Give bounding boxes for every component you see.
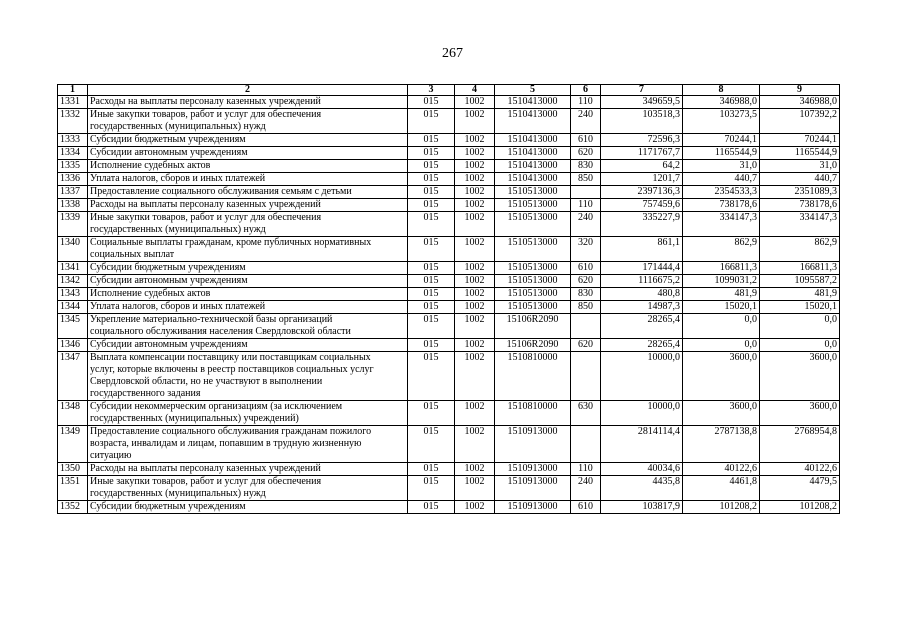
expense-type-cell — [571, 352, 601, 401]
row-number-cell: 1345 — [58, 314, 88, 339]
section-code-cell: 1002 — [455, 262, 495, 275]
amount-year1-cell: 1116675,2 — [601, 275, 683, 288]
amount-year1-cell: 40034,6 — [601, 463, 683, 476]
table-row — [58, 275, 840, 288]
row-name-line: услуг, которые включены в реестр поставщиков социальных услуг — [90, 364, 374, 375]
ministry-code-cell: 015 — [408, 160, 455, 173]
ministry-code-cell: 015 — [408, 288, 455, 301]
target-code-cell: 1510913000 — [495, 501, 571, 514]
amount-year3-cell: 166811,3 — [760, 262, 840, 275]
table-row — [58, 96, 840, 109]
amount-year1-cell: 335227,9 — [601, 212, 683, 237]
row-name-cell — [88, 426, 408, 463]
row-name-cell — [88, 288, 408, 301]
target-code-cell: 15106R2090 — [495, 314, 571, 339]
target-code-cell: 1510413000 — [495, 160, 571, 173]
section-code-cell: 1002 — [455, 426, 495, 463]
amount-year1-cell: 10000,0 — [601, 352, 683, 401]
ministry-code-cell: 015 — [408, 109, 455, 134]
column-header: 2 — [88, 85, 408, 96]
row-number-cell: 1333 — [58, 134, 88, 147]
amount-year3-cell: 3600,0 — [760, 401, 840, 426]
table-row — [58, 147, 840, 160]
table-row — [58, 173, 840, 186]
expense-type-cell: 110 — [571, 199, 601, 212]
section-code-cell: 1002 — [455, 275, 495, 288]
amount-year3-cell: 15020,1 — [760, 301, 840, 314]
budget-table — [57, 84, 840, 514]
ministry-code-cell: 015 — [408, 134, 455, 147]
row-name-cell — [88, 109, 408, 134]
amount-year1-cell: 28265,4 — [601, 339, 683, 352]
expense-type-cell: 830 — [571, 160, 601, 173]
section-code-cell: 1002 — [455, 288, 495, 301]
section-code-cell: 1002 — [455, 463, 495, 476]
expense-type-cell: 320 — [571, 237, 601, 262]
row-name-cell — [88, 160, 408, 173]
row-name-line: Исполнение судебных актов — [90, 160, 211, 171]
row-name-line: Иные закупки товаров, работ и услуг для обеспечения — [90, 109, 322, 120]
amount-year3-cell: 0,0 — [760, 339, 840, 352]
row-name-line: возраста, инвалидам и лицам, попавшим в трудную жизненную — [90, 438, 362, 449]
amount-year3-cell: 101208,2 — [760, 501, 840, 514]
expense-type-cell: 620 — [571, 275, 601, 288]
amount-year3-cell: 0,0 — [760, 314, 840, 339]
target-code-cell: 1510413000 — [495, 96, 571, 109]
target-code-cell: 1510413000 — [495, 147, 571, 160]
table-row — [58, 237, 840, 262]
row-name-cell — [88, 173, 408, 186]
target-code-cell: 1510810000 — [495, 401, 571, 426]
section-code-cell: 1002 — [455, 476, 495, 501]
amount-year2-cell: 70244,1 — [683, 134, 760, 147]
row-name-line: Свердловской области, но не участвуют в выполнении — [90, 376, 323, 387]
row-number-cell: 1340 — [58, 237, 88, 262]
amount-year3-cell: 1165544,9 — [760, 147, 840, 160]
expense-type-cell: 630 — [571, 401, 601, 426]
row-name-line: Исполнение судебных актов — [90, 288, 211, 299]
row-name-line: государственного задания — [90, 388, 201, 399]
row-name-line: государственных (муниципальных) учреждений) — [90, 413, 299, 424]
row-number-cell: 1339 — [58, 212, 88, 237]
amount-year2-cell: 3600,0 — [683, 352, 760, 401]
amount-year1-cell: 64,2 — [601, 160, 683, 173]
amount-year3-cell: 2351089,3 — [760, 186, 840, 199]
ministry-code-cell: 015 — [408, 275, 455, 288]
amount-year2-cell: 0,0 — [683, 339, 760, 352]
column-header: 5 — [495, 85, 571, 96]
expense-type-cell: 110 — [571, 463, 601, 476]
section-code-cell: 1002 — [455, 352, 495, 401]
amount-year2-cell: 1099031,2 — [683, 275, 760, 288]
row-name-cell — [88, 237, 408, 262]
target-code-cell: 1510513000 — [495, 212, 571, 237]
amount-year2-cell: 101208,2 — [683, 501, 760, 514]
amount-year3-cell: 2768954,8 — [760, 426, 840, 463]
row-name-cell — [88, 147, 408, 160]
expense-type-cell — [571, 186, 601, 199]
expense-type-cell: 610 — [571, 262, 601, 275]
target-code-cell: 1510513000 — [495, 301, 571, 314]
row-name-line: Уплата налогов, сборов и иных платежей — [90, 173, 266, 184]
amount-year1-cell: 2814114,4 — [601, 426, 683, 463]
row-name-line: государственных (муниципальных) нужд — [90, 488, 266, 499]
row-name-line: Выплата компенсации поставщику или поставщикам социальных — [90, 352, 371, 363]
target-code-cell: 1510913000 — [495, 426, 571, 463]
table-row — [58, 134, 840, 147]
amount-year1-cell: 10000,0 — [601, 401, 683, 426]
column-header: 6 — [571, 85, 601, 96]
ministry-code-cell: 015 — [408, 476, 455, 501]
target-code-cell: 1510513000 — [495, 262, 571, 275]
ministry-code-cell: 015 — [408, 463, 455, 476]
row-number-cell: 1350 — [58, 463, 88, 476]
ministry-code-cell: 015 — [408, 199, 455, 212]
amount-year2-cell: 31,0 — [683, 160, 760, 173]
row-name-cell — [88, 339, 408, 352]
amount-year3-cell: 107392,2 — [760, 109, 840, 134]
amount-year2-cell: 0,0 — [683, 314, 760, 339]
expense-type-cell: 830 — [571, 288, 601, 301]
expense-type-cell: 110 — [571, 96, 601, 109]
section-code-cell: 1002 — [455, 147, 495, 160]
page-number: 267 — [442, 46, 463, 61]
expense-type-cell: 620 — [571, 147, 601, 160]
column-header: 9 — [760, 85, 840, 96]
section-code-cell: 1002 — [455, 501, 495, 514]
ministry-code-cell: 015 — [408, 301, 455, 314]
row-name-line: Расходы на выплаты персоналу казенных учреждений — [90, 96, 321, 107]
table-row — [58, 262, 840, 275]
row-name-line: Субсидии автономным учреждениям — [90, 275, 248, 286]
row-number-cell: 1342 — [58, 275, 88, 288]
target-code-cell: 1510413000 — [495, 109, 571, 134]
row-name-cell — [88, 314, 408, 339]
row-name-line: Субсидии бюджетным учреждениям — [90, 262, 246, 273]
row-name-line: ситуацию — [90, 450, 132, 461]
section-code-cell: 1002 — [455, 339, 495, 352]
row-number-cell: 1334 — [58, 147, 88, 160]
amount-year1-cell: 349659,5 — [601, 96, 683, 109]
row-name-cell — [88, 352, 408, 401]
amount-year2-cell: 346988,0 — [683, 96, 760, 109]
amount-year2-cell: 334147,3 — [683, 212, 760, 237]
amount-year3-cell: 70244,1 — [760, 134, 840, 147]
ministry-code-cell: 015 — [408, 173, 455, 186]
amount-year3-cell: 738178,6 — [760, 199, 840, 212]
amount-year1-cell: 1171767,7 — [601, 147, 683, 160]
amount-year3-cell: 346988,0 — [760, 96, 840, 109]
row-name-line: государственных (муниципальных) нужд — [90, 224, 266, 235]
table-row — [58, 401, 840, 426]
table-header-row — [58, 85, 840, 96]
row-number-cell: 1347 — [58, 352, 88, 401]
expense-type-cell: 620 — [571, 339, 601, 352]
column-header: 4 — [455, 85, 495, 96]
row-name-cell — [88, 476, 408, 501]
amount-year3-cell: 862,9 — [760, 237, 840, 262]
amount-year3-cell: 31,0 — [760, 160, 840, 173]
expense-type-cell: 850 — [571, 301, 601, 314]
amount-year1-cell: 4435,8 — [601, 476, 683, 501]
amount-year2-cell: 2787138,8 — [683, 426, 760, 463]
amount-year2-cell: 440,7 — [683, 173, 760, 186]
row-name-cell — [88, 212, 408, 237]
amount-year1-cell: 757459,6 — [601, 199, 683, 212]
target-code-cell: 1510513000 — [495, 199, 571, 212]
column-header: 3 — [408, 85, 455, 96]
section-code-cell: 1002 — [455, 173, 495, 186]
row-number-cell: 1343 — [58, 288, 88, 301]
row-name-cell — [88, 262, 408, 275]
amount-year2-cell: 481,9 — [683, 288, 760, 301]
ministry-code-cell: 015 — [408, 401, 455, 426]
target-code-cell: 1510413000 — [495, 173, 571, 186]
row-name-cell — [88, 186, 408, 199]
amount-year2-cell: 738178,6 — [683, 199, 760, 212]
row-name-line: Иные закупки товаров, работ и услуг для обеспечения — [90, 476, 322, 487]
section-code-cell: 1002 — [455, 212, 495, 237]
amount-year1-cell: 14987,3 — [601, 301, 683, 314]
row-name-line: Расходы на выплаты персоналу казенных учреждений — [90, 199, 321, 210]
ministry-code-cell: 015 — [408, 352, 455, 401]
row-name-cell — [88, 134, 408, 147]
row-number-cell: 1332 — [58, 109, 88, 134]
row-number-cell: 1338 — [58, 199, 88, 212]
table-row — [58, 109, 840, 134]
section-code-cell: 1002 — [455, 160, 495, 173]
ministry-code-cell: 015 — [408, 186, 455, 199]
amount-year2-cell: 103273,5 — [683, 109, 760, 134]
section-code-cell: 1002 — [455, 314, 495, 339]
amount-year1-cell: 1201,7 — [601, 173, 683, 186]
amount-year3-cell: 3600,0 — [760, 352, 840, 401]
amount-year3-cell: 440,7 — [760, 173, 840, 186]
row-number-cell: 1344 — [58, 301, 88, 314]
row-name-line: государственных (муниципальных) нужд — [90, 121, 266, 132]
row-name-cell — [88, 96, 408, 109]
section-code-cell: 1002 — [455, 199, 495, 212]
expense-type-cell — [571, 426, 601, 463]
row-number-cell: 1349 — [58, 426, 88, 463]
row-name-line: Предоставление социального обслуживания гражданам пожилого — [90, 426, 372, 437]
table-row — [58, 339, 840, 352]
table-row — [58, 352, 840, 401]
row-name-cell — [88, 463, 408, 476]
column-header: 1 — [58, 85, 88, 96]
row-name-line: Укрепление материально-технической базы организаций — [90, 314, 333, 325]
ministry-code-cell: 015 — [408, 501, 455, 514]
row-number-cell: 1337 — [58, 186, 88, 199]
table-row — [58, 288, 840, 301]
target-code-cell: 1510513000 — [495, 275, 571, 288]
amount-year3-cell: 4479,5 — [760, 476, 840, 501]
amount-year3-cell: 40122,6 — [760, 463, 840, 476]
target-code-cell: 1510913000 — [495, 476, 571, 501]
section-code-cell: 1002 — [455, 109, 495, 134]
row-name-line: социального обслуживания населения Свердловской области — [90, 326, 351, 337]
row-name-cell — [88, 501, 408, 514]
expense-type-cell: 610 — [571, 134, 601, 147]
row-name-line: Субсидии автономным учреждениям — [90, 147, 248, 158]
table-row — [58, 186, 840, 199]
expense-type-cell: 610 — [571, 501, 601, 514]
expense-type-cell — [571, 314, 601, 339]
row-name-line: Расходы на выплаты персоналу казенных учреждений — [90, 463, 321, 474]
row-name-line: Субсидии бюджетным учреждениям — [90, 134, 246, 145]
section-code-cell: 1002 — [455, 237, 495, 262]
amount-year1-cell: 103518,3 — [601, 109, 683, 134]
section-code-cell: 1002 — [455, 96, 495, 109]
amount-year2-cell: 15020,1 — [683, 301, 760, 314]
section-code-cell: 1002 — [455, 134, 495, 147]
amount-year2-cell: 2354533,3 — [683, 186, 760, 199]
row-number-cell: 1336 — [58, 173, 88, 186]
row-number-cell: 1351 — [58, 476, 88, 501]
amount-year1-cell: 103817,9 — [601, 501, 683, 514]
row-name-line: Субсидии бюджетным учреждениям — [90, 501, 246, 512]
table-row — [58, 476, 840, 501]
table-row — [58, 301, 840, 314]
table-row — [58, 314, 840, 339]
target-code-cell: 1510810000 — [495, 352, 571, 401]
amount-year2-cell: 3600,0 — [683, 401, 760, 426]
amount-year2-cell: 4461,8 — [683, 476, 760, 501]
row-number-cell: 1335 — [58, 160, 88, 173]
amount-year2-cell: 40122,6 — [683, 463, 760, 476]
amount-year3-cell: 481,9 — [760, 288, 840, 301]
expense-type-cell: 240 — [571, 109, 601, 134]
table-row — [58, 426, 840, 463]
amount-year1-cell: 28265,4 — [601, 314, 683, 339]
column-header: 8 — [683, 85, 760, 96]
amount-year2-cell: 166811,3 — [683, 262, 760, 275]
table-row — [58, 212, 840, 237]
section-code-cell: 1002 — [455, 401, 495, 426]
section-code-cell: 1002 — [455, 301, 495, 314]
expense-type-cell: 240 — [571, 212, 601, 237]
amount-year2-cell: 1165544,9 — [683, 147, 760, 160]
expense-type-cell: 240 — [571, 476, 601, 501]
row-number-cell: 1331 — [58, 96, 88, 109]
ministry-code-cell: 015 — [408, 262, 455, 275]
row-number-cell: 1346 — [58, 339, 88, 352]
ministry-code-cell: 015 — [408, 237, 455, 262]
amount-year1-cell: 861,1 — [601, 237, 683, 262]
row-name-line: Уплата налогов, сборов и иных платежей — [90, 301, 266, 312]
target-code-cell: 1510413000 — [495, 134, 571, 147]
row-name-line: Социальные выплаты гражданам, кроме публичных нормативных — [90, 237, 372, 248]
row-name-line: Субсидии автономным учреждениям — [90, 339, 248, 350]
ministry-code-cell: 015 — [408, 147, 455, 160]
ministry-code-cell: 015 — [408, 96, 455, 109]
target-code-cell: 1510913000 — [495, 463, 571, 476]
table-row — [58, 160, 840, 173]
section-code-cell: 1002 — [455, 186, 495, 199]
row-name-cell — [88, 401, 408, 426]
column-header: 7 — [601, 85, 683, 96]
row-name-line: Предоставление социального обслуживания семьям с детьми — [90, 186, 352, 197]
amount-year3-cell: 334147,3 — [760, 212, 840, 237]
amount-year3-cell: 1095587,2 — [760, 275, 840, 288]
expense-type-cell: 850 — [571, 173, 601, 186]
ministry-code-cell: 015 — [408, 426, 455, 463]
row-name-line: Субсидии некоммерческим организациям (за исключением — [90, 401, 343, 412]
row-name-line: Иные закупки товаров, работ и услуг для обеспечения — [90, 212, 322, 223]
row-name-cell — [88, 199, 408, 212]
table-row — [58, 463, 840, 476]
row-name-line: социальных выплат — [90, 249, 175, 260]
amount-year1-cell: 2397136,3 — [601, 186, 683, 199]
amount-year1-cell: 171444,4 — [601, 262, 683, 275]
table-row — [58, 501, 840, 514]
row-number-cell: 1352 — [58, 501, 88, 514]
row-number-cell: 1348 — [58, 401, 88, 426]
table-body — [58, 96, 840, 514]
target-code-cell: 1510513000 — [495, 237, 571, 262]
target-code-cell: 15106R2090 — [495, 339, 571, 352]
table-row — [58, 199, 840, 212]
ministry-code-cell: 015 — [408, 339, 455, 352]
target-code-cell: 1510513000 — [495, 186, 571, 199]
target-code-cell: 1510513000 — [495, 288, 571, 301]
row-name-cell — [88, 275, 408, 288]
amount-year2-cell: 862,9 — [683, 237, 760, 262]
row-name-cell — [88, 301, 408, 314]
amount-year1-cell: 72596,3 — [601, 134, 683, 147]
ministry-code-cell: 015 — [408, 212, 455, 237]
row-number-cell: 1341 — [58, 262, 88, 275]
ministry-code-cell: 015 — [408, 314, 455, 339]
amount-year1-cell: 480,8 — [601, 288, 683, 301]
